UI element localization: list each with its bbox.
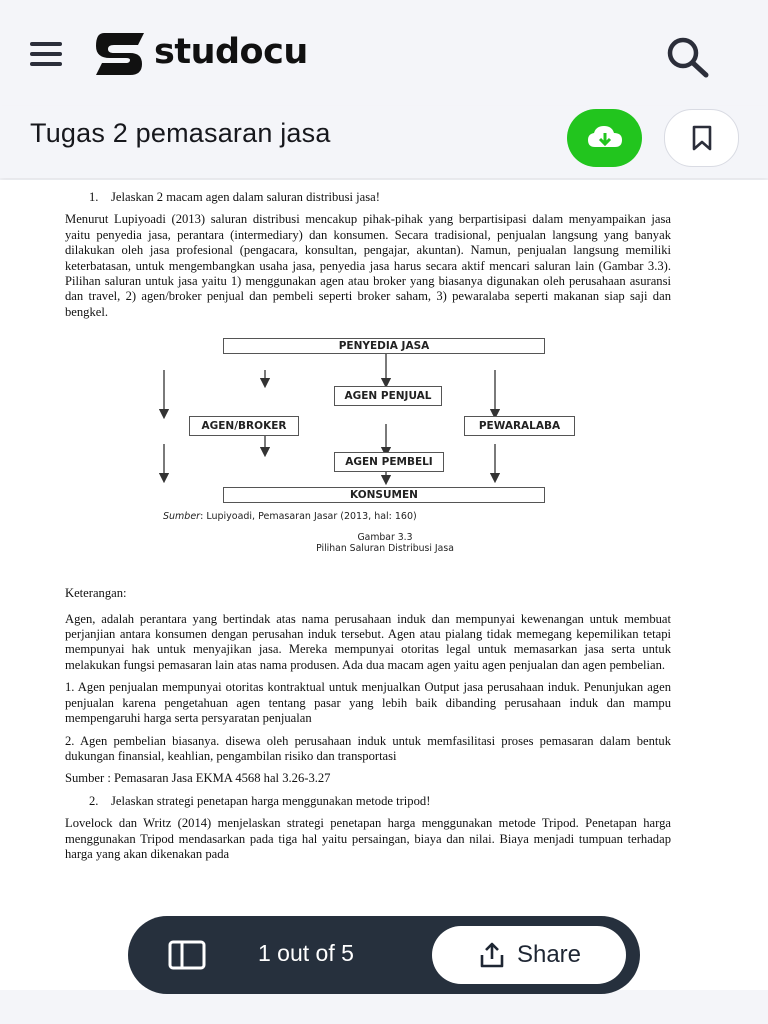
question-text: Jelaskan 2 macam agen dalam saluran distribusi jasa! <box>111 190 380 204</box>
share-label: Share <box>516 941 582 968</box>
document-title-bar <box>0 106 768 178</box>
search-button[interactable] <box>662 34 712 78</box>
question-2 <box>65 794 671 809</box>
document-title: Tugas 2 pemasaran jasa <box>30 118 331 148</box>
share-button[interactable] <box>432 926 626 984</box>
source-label: Sumber <box>163 511 201 523</box>
studocu-logo[interactable] <box>92 30 308 78</box>
studocu-logo-icon <box>92 31 150 77</box>
menu-button[interactable] <box>28 40 64 68</box>
box-agen-penjual: AGEN PENJUAL <box>334 386 442 406</box>
paragraph: Agen, adalah perantara yang bertindak atas nama perusahaan induk dan mempunyai kewenangan untuk membuat perjanjian antara konsumen dengan perusahan induk tersebut. Agen atau pialang tidak memegang kepemilikan tetapi mempunyai hak untuk menyajikan jasa. Mereka mempunyai otoritas legal untuk memasarkan jasa serta untuk melakukan fungsi pemasaran lain atas nama produsen. Ada dua macam agen yaitu agen penjualan dan agen pembelian. <box>65 611 671 672</box>
cloud-download-icon <box>585 123 625 153</box>
page-indicator: 1 out of 5 <box>258 940 354 966</box>
paragraph: 2. Agen pembelian biasanya. disewa oleh perusahaan induk untuk memfasilitasi proses pemasaran dalam bentuk dukungan finansial, keahlian, pengambilan risiko dan transportasi <box>65 733 671 763</box>
document-page[interactable] <box>0 180 768 990</box>
sidebar-toggle-icon <box>168 940 206 970</box>
share-icon <box>477 941 507 969</box>
bookmark-button[interactable] <box>664 109 739 167</box>
hamburger-menu-icon-line <box>30 62 62 66</box>
box-pewaralaba: PEWARALABA <box>464 416 575 436</box>
box-agen-broker: AGEN/BROKER <box>189 416 299 436</box>
question-1 <box>65 190 671 205</box>
question-number: 1. <box>89 190 99 204</box>
keterangan-label: Keterangan: <box>65 586 127 601</box>
box-agen-pembeli: AGEN PEMBELI <box>334 452 444 472</box>
top-navigation-bar <box>0 0 768 106</box>
bookmark-icon <box>691 125 713 151</box>
bottom-toolbar <box>128 916 640 994</box>
diagram-source <box>163 509 417 524</box>
search-icon <box>662 34 712 78</box>
paragraph: Menurut Lupiyoadi (2013) saluran distribusi mencakup pihak-pihak yang berpartisipasi dalam menyampaikan jasa yaitu penyedia jasa, perantara (intermediary) dan konsumen. Secara tradisional, penjualan langsung yang banyak dilakukan oleh jasa profesional (pengacara, konsultan, pengajar, akuntan). Namun, penjualan langsung memiliki keterbatasan, untuk mengembangkan usaha jasa, penyedia jasa harus secara aktif mencari saluran lain (Gambar 3.3). Pilihan saluran untuk jasa yaitu 1) menggunakan agen atau broker yang biasanya digunakan oleh perusahaan asuransi dan travel, 2) agen/broker penjual dan pembeli seperti broker saham, 3) pewaralaba seperti makanan siap saji dan bengkel. <box>65 212 671 319</box>
hamburger-menu-icon <box>30 42 62 46</box>
footer-strip <box>0 990 768 1024</box>
caption-figure-number: Gambar 3.3 <box>357 532 413 544</box>
source-reference: Sumber : Pemasaran Jasa EKMA 4568 hal 3.26-3.27 <box>65 771 331 786</box>
box-penyedia-jasa: PENYEDIA JASA <box>223 338 545 354</box>
download-button[interactable] <box>567 109 642 167</box>
distribution-channel-diagram <box>65 332 671 580</box>
box-konsumen: KONSUMEN <box>223 487 545 503</box>
question-number: 2. <box>89 793 99 808</box>
paragraph: Lovelock dan Writz (2014) menjelaskan strategi penetapan harga menggunakan metode Tripod. Penetapan harga menggunakan Tripod mendasarkan pada tiga hal yaitu persaingan, biaya dan nilai. Biaya menjadi tumpuan terhadap harga yang akan dikenakan pada <box>65 816 671 861</box>
question-text: Jelaskan strategi penetapan harga menggunakan metode tripod! <box>111 793 431 808</box>
document-content <box>65 190 671 869</box>
hamburger-menu-icon-line <box>30 52 62 56</box>
diagram-caption <box>235 532 535 554</box>
paragraph: 1. Agen penjualan mempunyai otoritas kontraktual untuk menjualkan Output jasa perusahaan induk. Penunjukan agen penjualan karena pengetahuan agen tentang pasar yang lebih baik dibanding perusahaan induk dan mampu mempengaruhi harga serta persyaratan penjualan <box>65 680 671 726</box>
brand-name: studocu <box>154 32 308 72</box>
source-text: : Lupiyoadi, Pemasaran Jasar (2013, hal: 160) <box>200 511 417 523</box>
sidebar-toggle-button[interactable] <box>168 940 206 970</box>
caption-title: Pilihan Saluran Distribusi Jasa <box>316 543 454 555</box>
